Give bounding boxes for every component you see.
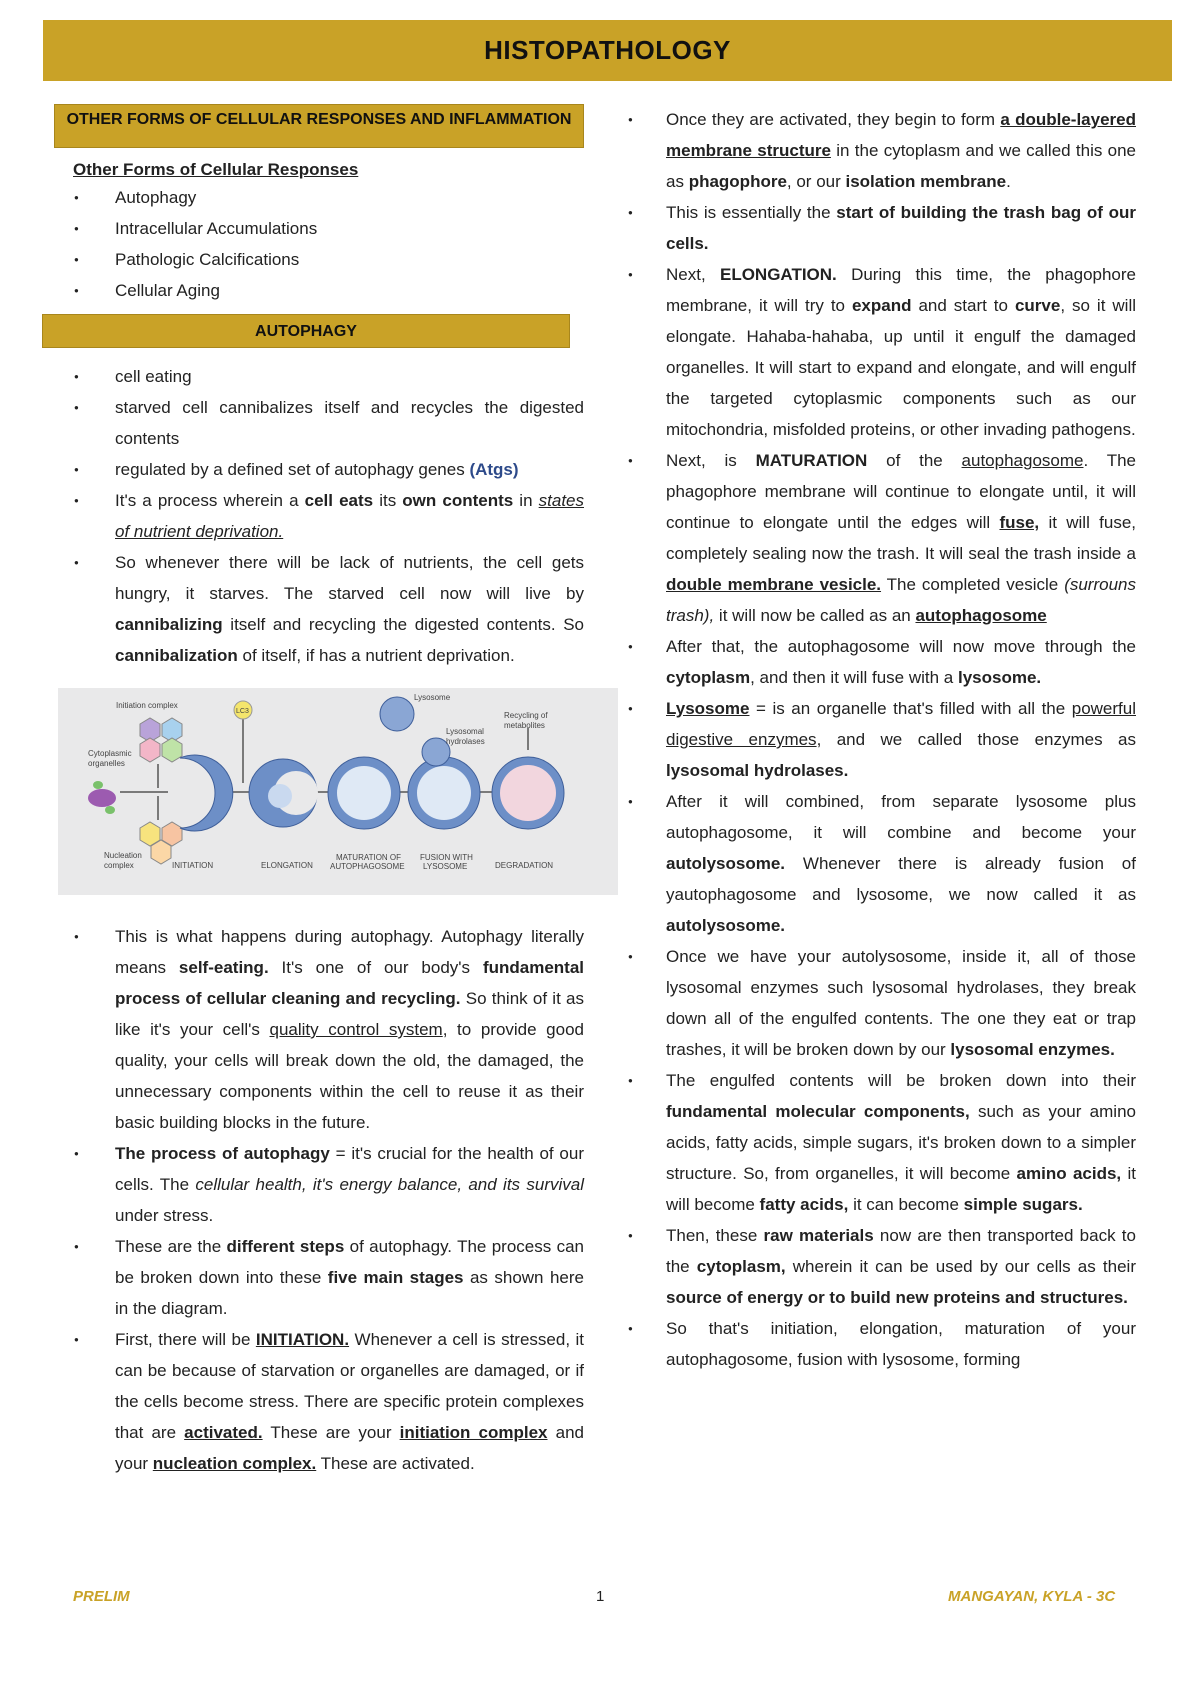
text-bold: autolysosome. <box>666 916 786 935</box>
list-item <box>620 104 1136 197</box>
text-bold: expand <box>851 296 912 315</box>
list-item <box>54 921 584 1138</box>
nucleation-complex-shape <box>140 822 182 864</box>
text: , or our <box>786 172 846 191</box>
text: such as your amino acids, fatty acids, simple sugars, it's broken down to a simpler structure. So, from organelles, it will become <box>666 1102 1136 1183</box>
text: This is what happens during autophagy. Autophagy literally means <box>115 927 584 977</box>
list-item <box>620 1065 1136 1220</box>
text-bold: own contents <box>402 491 514 510</box>
list-item <box>620 786 1136 941</box>
text-bold-underline: autophagosome <box>915 606 1047 625</box>
text-bold-underline: double membrane vesicle. <box>666 575 882 594</box>
text-italic: (surrouns trash), <box>666 575 1136 625</box>
left-column <box>54 104 584 1479</box>
text-bold-underline: a double-layered membrane structure <box>666 110 1136 160</box>
initiation-cell <box>180 755 233 831</box>
text: , and we called those enzymes as <box>816 730 1136 749</box>
text: it will become <box>666 1164 1137 1214</box>
label-lysosomal: Lysosomal <box>446 727 484 736</box>
text: of itself, if has a nutrient deprivation. <box>237 646 515 665</box>
text: . <box>1006 172 1011 191</box>
text: as shown here in the diagram. <box>115 1268 584 1318</box>
autophagy-steps-list <box>620 104 1136 1375</box>
document-title-bar <box>43 20 1172 81</box>
text-bold: five main stages <box>327 1268 464 1287</box>
text: and start to <box>911 296 1015 315</box>
text-bold: amino acids, <box>1016 1164 1122 1183</box>
label-complex: complex <box>104 861 134 870</box>
right-column <box>620 104 1136 1375</box>
text-bold: lysosome. <box>957 668 1042 687</box>
text-bold: curve <box>1014 296 1061 315</box>
list-item <box>620 941 1136 1065</box>
text: , so it will elongate. Hahaba-hahaba, up until it engulf the damaged organelles. It will start to expand and elongate, and will engulf the targeted cytoplasmic components such as our mitochondria, misfolded proteins, or other invading pathogens. <box>666 296 1136 439</box>
text: it will fuse, completely sealing now the trash. It will seal the trash inside a <box>666 513 1136 563</box>
label-metabolites: metabolites <box>504 721 545 730</box>
text: These are activated. <box>316 1454 475 1473</box>
label-stage-elongation: ELONGATION <box>261 861 313 870</box>
text: regulated by a defined set of autophagy genes <box>115 460 470 479</box>
text: This is essentially the <box>666 203 837 222</box>
text: After that, the autophagosome will now move through the <box>666 637 1136 656</box>
footer-left: PRELIM <box>73 1588 130 1605</box>
page-number: 1 <box>596 1588 605 1605</box>
text: of autophagy. The process can be broken down into these <box>115 1237 584 1287</box>
text: , to provide good quality, your cells will break down the old, the damaged, the unnecessary components within the cell to reuse it as their basic building blocks in the future. <box>115 1020 584 1132</box>
list-item: ● Pathologic Calcifications <box>54 244 584 275</box>
label-hydrolases: hydrolases <box>446 737 485 746</box>
text-italic: states of nutrient deprivation. <box>115 491 584 541</box>
text-bold-underline: fuse, <box>999 513 1040 532</box>
text-underline: powerful digestive enzymes <box>666 699 1136 749</box>
label-stage-fusion-2: LYSOSOME <box>423 862 468 871</box>
text: its <box>373 491 403 510</box>
text: The engulfed contents will be broken down into their <box>666 1071 1136 1090</box>
text-bold: lysosomal enzymes. <box>950 1040 1115 1059</box>
text-bold: source of energy or to build new proteins and structures. <box>666 1288 1128 1307</box>
text-underline: autophagosome <box>961 451 1084 470</box>
document-title: HISTOPATHOLOGY <box>484 35 731 65</box>
text: wherein it can be used by our cells as their <box>785 1257 1136 1276</box>
section-title-autophagy: AUTOPHAGY <box>42 314 570 348</box>
cytoplasmic-organelles-shape <box>88 781 116 814</box>
label-stage-degradation: DEGRADATION <box>495 861 554 870</box>
list-item <box>620 631 1136 693</box>
text-bold: cannibalization <box>115 646 238 665</box>
list-item <box>620 197 1136 259</box>
text-bold-underline: activated. <box>184 1423 263 1442</box>
text-bold: The process of autophagy <box>115 1144 330 1163</box>
subheading-other-forms: Other Forms of Cellular Responses <box>73 160 359 179</box>
text: = is an organelle that's filled with all the <box>749 699 1072 718</box>
text: It's one of our body's <box>268 958 483 977</box>
list-item <box>54 1138 584 1231</box>
footer-right: MANGAYAN, KYLA - 3C <box>948 1588 1116 1605</box>
autophagy-diagram <box>58 688 618 895</box>
text-bold-underline: initiation complex <box>399 1423 548 1442</box>
initiation-complex-shape <box>140 718 182 762</box>
text: = it's crucial for the health of our cells. The <box>115 1144 585 1194</box>
degradation-cell <box>492 757 564 829</box>
maturation-cell <box>328 757 400 829</box>
text: These are the <box>115 1237 227 1256</box>
text-bold: cannibalizing <box>115 615 223 634</box>
text-italic: cellular health, it's energy balance, and its survival <box>195 1175 584 1194</box>
text: So think of it as like it's your cell's <box>115 989 584 1039</box>
list-item <box>620 259 1136 445</box>
text: . The phagophore membrane will continue to elongate until, it will continue to elongate until the edges will <box>666 451 1136 532</box>
text: The completed vesicle <box>881 575 1065 594</box>
text-bold: cell eats <box>304 491 374 510</box>
text: Then, these <box>666 1226 764 1245</box>
text-bold-underline: nucleation complex. <box>152 1454 317 1473</box>
list-item: ● Autophagy <box>54 182 584 213</box>
text: in <box>513 491 539 510</box>
text-bold: fatty acids, <box>759 1195 849 1214</box>
list-item: ● cell eating <box>54 361 584 392</box>
elongation-cell <box>249 759 318 827</box>
text-underline: quality control system <box>269 1020 443 1039</box>
text-bold: raw materials <box>763 1226 874 1245</box>
text: So whenever there will be lack of nutrients, the cell gets hungry, it starves. The starved cell now will live by <box>115 553 584 603</box>
text: During this time, the phagophore membrane, it will try to <box>666 265 1137 315</box>
label-cytoplasmic: Cytoplasmic <box>88 749 132 758</box>
text: It's a process wherein a <box>115 491 305 510</box>
text: under stress. <box>115 1206 214 1225</box>
list-item <box>54 454 584 485</box>
text: it will now be called as an <box>714 606 916 625</box>
list-item <box>620 693 1136 786</box>
text-bold: cytoplasm <box>666 668 751 687</box>
text-bold: cytoplasm, <box>696 1257 786 1276</box>
label-nucleation: Nucleation <box>104 851 142 860</box>
section-title-other-forms: OTHER FORMS OF CELLULAR RESPONSES AND INFLAMMATION <box>54 104 584 148</box>
text: Next, <box>666 265 720 284</box>
atg-term: (Atgs) <box>469 460 519 479</box>
label-lc3: LC3 <box>236 708 249 715</box>
autophagy-diagram-svg <box>58 688 618 895</box>
text-bold: start of building the trash bag of our cells. <box>666 203 1136 253</box>
text: First, there will be <box>115 1330 256 1349</box>
text: Once they are activated, they begin to form <box>666 110 1001 129</box>
text: Once we have your autolysosome, inside it, all of those lysosomal enzymes such lysosomal hydrolases, they break down all of the engulfed contents. The one they eat or trap trashes, it will be broken down by our <box>666 947 1136 1059</box>
autophagy-explanation-list <box>54 921 584 1479</box>
text-bold: simple sugars. <box>963 1195 1083 1214</box>
text-bold-underline: Lysosome <box>666 699 750 718</box>
text: it can become <box>848 1195 964 1214</box>
text-bold: fundamental process of cellular cleaning and recycling. <box>115 958 584 1008</box>
text: After it will combined, from separate lysosome plus autophagosome, it will combine and become your <box>666 792 1136 842</box>
list-item <box>54 547 584 671</box>
label-stage-maturation-2: AUTOPHAGOSOME <box>330 862 405 871</box>
autophagy-list <box>54 361 584 671</box>
text-bold: isolation membrane <box>845 172 1007 191</box>
text-bold: self-eating. <box>178 958 269 977</box>
text: , and then it will fuse with a <box>750 668 958 687</box>
label-lysosome: Lysosome <box>414 693 451 702</box>
list-item <box>620 1220 1136 1313</box>
text-bold: phagophore <box>688 172 787 191</box>
label-recycling: Recycling of <box>504 711 548 720</box>
text: in the cytoplasm and we called this one as <box>666 141 1137 191</box>
list-item: ● starved cell cannibalizes itself and recycles the digested contents <box>54 392 584 454</box>
label-organelles: organelles <box>88 759 125 768</box>
forms-list <box>54 182 584 306</box>
list-item <box>620 445 1136 631</box>
list-item <box>54 1324 584 1479</box>
list-item: ● Intracellular Accumulations <box>54 213 584 244</box>
text-bold: ELONGATION. <box>719 265 837 284</box>
label-stage-fusion-1: FUSION WITH <box>420 853 473 862</box>
label-stage-maturation-1: MATURATION OF <box>336 853 402 862</box>
text: now are then transported back to the <box>666 1226 1136 1276</box>
label-initiation-complex: Initiation complex <box>116 701 178 710</box>
text: Whenever there is already fusion of yautophagosome and lysosome, we now called it as <box>666 854 1136 904</box>
text-bold: autolysosome. <box>666 854 786 873</box>
text-bold: different steps <box>226 1237 345 1256</box>
text: and your <box>115 1423 584 1473</box>
text-bold: MATURATION <box>755 451 868 470</box>
list-item: ● So that's initiation, elongation, maturation of your autophagosome, fusion with lysosome, forming <box>620 1313 1136 1375</box>
list-item: ● Cellular Aging <box>54 275 584 306</box>
text: These are your <box>262 1423 400 1442</box>
list-item <box>54 1231 584 1324</box>
label-stage-initiation: INITIATION <box>172 861 214 870</box>
text: Whenever a cell is stressed, it can be because of starvation or organelles are damaged, or if the cells become stress. There are specific protein complexes that are <box>115 1330 584 1442</box>
list-item <box>54 485 584 547</box>
text-bold-underline: INITIATION. <box>255 1330 350 1349</box>
text: of the <box>867 451 962 470</box>
text-bold: fundamental molecular components, <box>666 1102 970 1121</box>
text-bold: lysosomal hydrolases. <box>666 761 849 780</box>
text: Next, is <box>666 451 756 470</box>
text: itself and recycling the digested contents. So <box>222 615 584 634</box>
